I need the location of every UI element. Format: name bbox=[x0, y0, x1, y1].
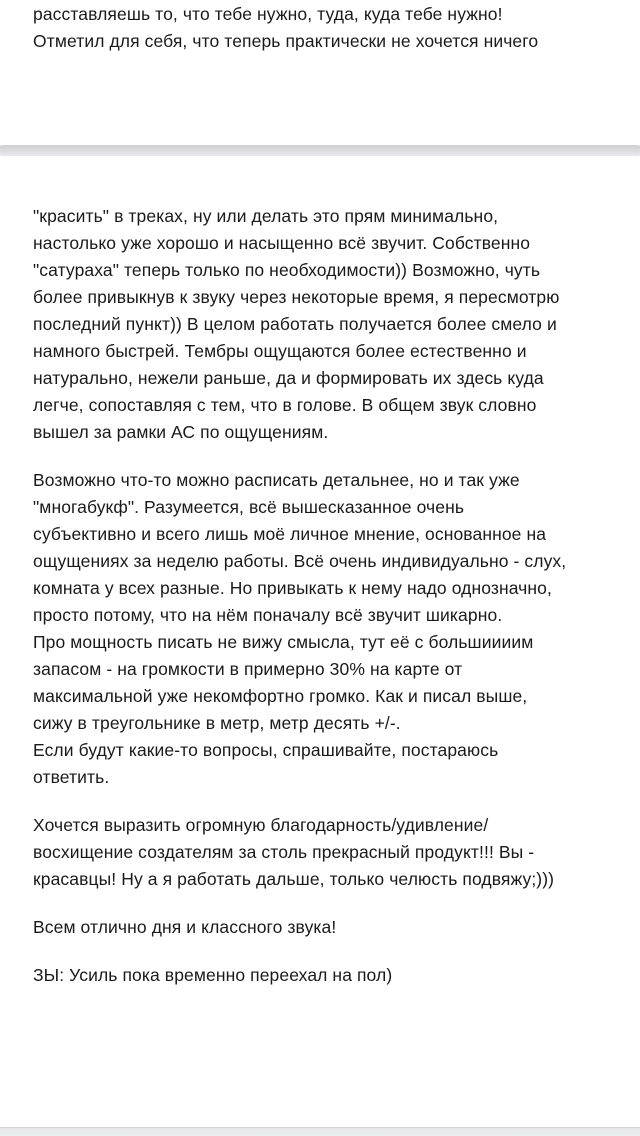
post-text bbox=[33, 203, 620, 989]
section-divider bbox=[0, 145, 640, 156]
text-line: легче, сопоставляя с тем, что в голове. В общем звук словно bbox=[33, 395, 537, 415]
text-line: Отметил для себя, что теперь практически не хочется ничего bbox=[33, 31, 539, 51]
text-line: натурально, нежели раньше, да и формировать их здесь куда bbox=[33, 368, 544, 388]
text-line: последний пункт)) В целом работать получается более смело и bbox=[33, 314, 557, 334]
text-line: "сатураха" теперь только по необходимости)) Возможно, чуть bbox=[33, 260, 541, 280]
text-line: субъективно и всего лишь моё личное мнение, основанное на bbox=[33, 524, 547, 544]
text-line: максимальной уже некомфортно громко. Как и писал выше, bbox=[33, 686, 528, 706]
previous-text-fragment bbox=[33, 1, 620, 55]
text-line: вышел за рамки АС по ощущениям. bbox=[33, 422, 329, 442]
post-paragraph bbox=[33, 962, 620, 989]
text-line: более привыкнув к звуку через некоторые время, я пересмотрю bbox=[33, 287, 560, 307]
text-line: запасом - на громкости в примерно 30% на карте от bbox=[33, 659, 463, 679]
bottom-section-divider bbox=[0, 1127, 640, 1136]
text-line: Всем отлично дня и классного звука! bbox=[33, 917, 337, 937]
text-line: ощущениях за неделю работы. Всё очень индивидуально - слух, bbox=[33, 551, 567, 571]
text-line: красавцы! Ну а я работать дальше, только челюсть подвяжу;))) bbox=[33, 869, 555, 889]
text-line: Если будут какие-то вопросы, спрашивайте, постараюсь bbox=[33, 740, 499, 760]
text-line: восхищение создателям за столь прекрасный продукт!!! Вы - bbox=[33, 842, 535, 862]
text-line: "красить" в треках, ну или делать это прям минимально, bbox=[33, 206, 499, 226]
text-line: просто потому, что на нём поначалу всё звучит шикарно. bbox=[33, 605, 503, 625]
text-line: Хочется выразить огромную благодарность/удивление/ bbox=[33, 815, 489, 835]
text-line: настолько уже хорошо и насыщенно всё звучит. Собственно bbox=[33, 233, 531, 253]
post-paragraph bbox=[33, 203, 620, 446]
post-paragraph bbox=[33, 914, 620, 941]
text-line: расставляешь то, что тебе нужно, туда, куда тебе нужно! bbox=[33, 4, 503, 24]
post-paragraph bbox=[33, 467, 620, 791]
text-line: Про мощность писать не вижу смысла, тут её с большиииим bbox=[33, 632, 534, 652]
post-paragraph bbox=[33, 812, 620, 893]
text-line: сижу в треугольнике в метр, метр десять +/-. bbox=[33, 713, 401, 733]
text-line: ЗЫ: Усиль пока временно переехал на пол) bbox=[33, 965, 393, 985]
text-line: Возможно что-то можно расписать детальнее, но и так уже bbox=[33, 470, 520, 490]
text-line: ответить. bbox=[33, 767, 110, 787]
text-line: комната у всех разные. Но привыкать к нему надо однозначно, bbox=[33, 578, 552, 598]
text-line: намного быстрей. Тембры ощущаются более естественно и bbox=[33, 341, 527, 361]
text-line: "многабукф". Разумеется, всё вышесказанное очень bbox=[33, 497, 465, 517]
